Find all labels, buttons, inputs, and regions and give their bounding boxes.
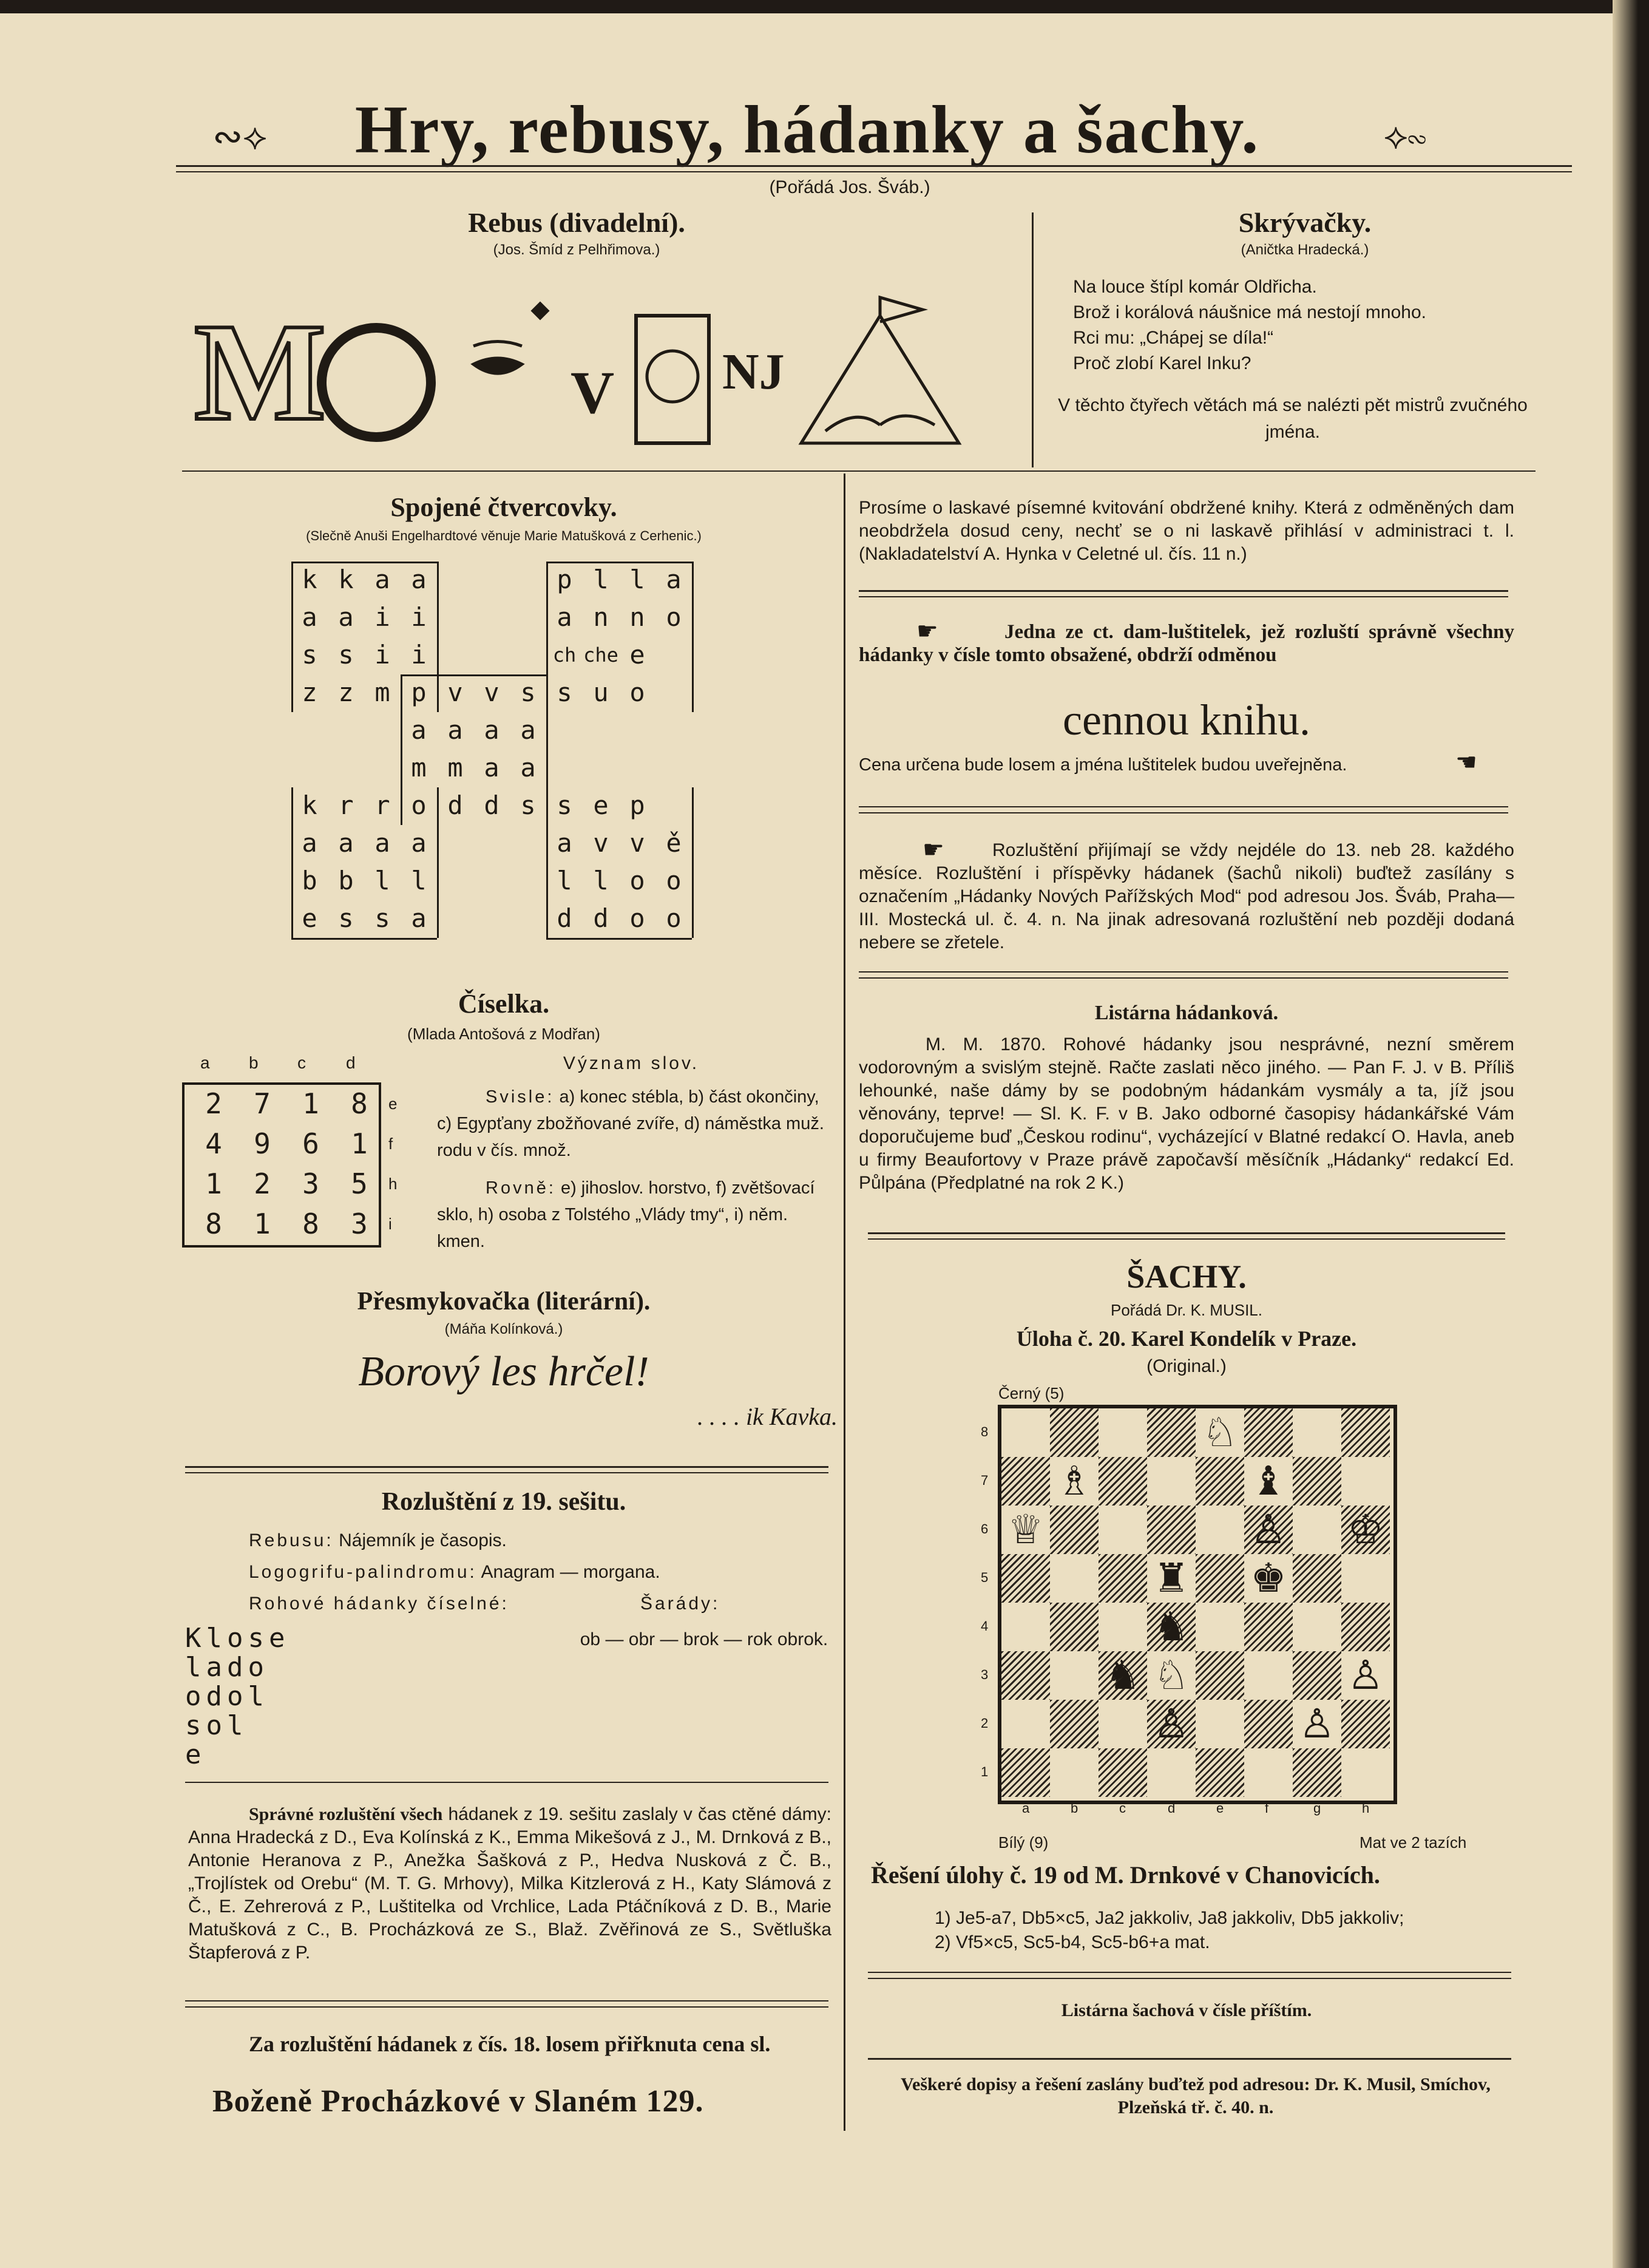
spojene-cell: i xyxy=(374,640,390,670)
rozlusteni-rule xyxy=(185,1466,828,1468)
chess-square xyxy=(1050,1651,1099,1700)
chess-piece: ♘ xyxy=(1202,1409,1238,1456)
spojene-grid-line xyxy=(437,787,439,938)
skryvacky-line: Na louce štípl komár Oldřicha. xyxy=(1073,277,1317,297)
ciselka-row-label: e xyxy=(388,1095,398,1113)
chess-rank-label: 2 xyxy=(981,1716,989,1731)
chess-square xyxy=(1001,1700,1050,1748)
chess-square xyxy=(1293,1506,1341,1554)
spojene-cell: a xyxy=(411,828,427,858)
chess-rank-label: 7 xyxy=(981,1473,989,1488)
ciselka-col-label: b xyxy=(249,1053,259,1072)
spojene-cell: a xyxy=(411,565,427,594)
spojene-cell: i xyxy=(411,640,427,670)
spojene-cell: k xyxy=(338,565,354,594)
chess-square xyxy=(1244,1748,1293,1797)
spojene-cell: s xyxy=(557,677,572,707)
chess-file-label: e xyxy=(1216,1801,1224,1816)
chess-title: ŠACHY. xyxy=(1126,1258,1247,1295)
rozlusteni-rebus xyxy=(249,1529,825,1553)
chess-square xyxy=(1196,1603,1244,1651)
spojene-cell: a xyxy=(520,715,536,745)
spojene-cell: a xyxy=(374,828,390,858)
notice-cennou: cennou knihu. xyxy=(1063,696,1310,744)
skryvacky-line: Brož i korálová náušnice má nestojí mnoho. xyxy=(1073,302,1426,322)
chess-square xyxy=(1293,1748,1341,1797)
spojene-cell: che xyxy=(583,643,618,667)
chess-piece: ♙ xyxy=(1153,1700,1190,1747)
chess-square xyxy=(1244,1700,1293,1748)
chess-square xyxy=(1099,1748,1147,1797)
spojene-grid-line xyxy=(546,787,548,938)
spojene-grid-line xyxy=(546,938,692,940)
ornament-right-icon: ⟡∾ xyxy=(1384,116,1426,156)
spojene-grid-line xyxy=(692,787,694,938)
ciselka-rovne-text: e) jihoslov. horstvo, f) zvětšovací sklo, h) osoba z Tolstého „Vlády tmy“, i) něm. kmen. xyxy=(437,1178,815,1251)
chess-piece: ♙ xyxy=(1347,1652,1384,1699)
spojene-cell: a xyxy=(411,903,427,933)
chess-square xyxy=(1050,1408,1099,1457)
prize-rule xyxy=(185,2000,828,2001)
spojene-cell: m xyxy=(447,753,463,783)
ciselka-digit: 2 xyxy=(254,1167,271,1200)
page-top-edge xyxy=(0,0,1649,13)
skryvacky-author: (Aničtka Hradecká.) xyxy=(1241,242,1369,258)
ciselka-digit: 4 xyxy=(205,1127,222,1160)
prize-line: Za rozluštění hádanek z čís. 18. losem přiřknuta cena sl. xyxy=(249,2032,771,2056)
spojene-cell: o xyxy=(666,866,682,895)
spojene-cell: l xyxy=(593,565,609,594)
spojene-grid-line xyxy=(401,674,546,676)
ciselka-row-label: f xyxy=(388,1135,393,1153)
spojene-cell: a xyxy=(557,828,572,858)
ciselka-digit: 8 xyxy=(302,1207,319,1240)
chess-white-label: Bílý (9) xyxy=(998,1833,1049,1852)
chess-square xyxy=(1196,1651,1244,1700)
chess-square xyxy=(1244,1651,1293,1700)
chess-square xyxy=(1147,1506,1196,1554)
chess-square xyxy=(1244,1408,1293,1457)
chess-square xyxy=(1244,1603,1293,1651)
skryvacky-note: V těchto čtyřech větách má se nalézti pět mistrů zvučného jména. xyxy=(1058,395,1528,442)
chess-piece: ♞ xyxy=(1105,1652,1141,1699)
spojene-cell: d xyxy=(593,903,609,933)
notice-rule-2 xyxy=(859,806,1508,807)
chess-solution-rule-2 xyxy=(868,1978,1511,1979)
spojene-cell: e xyxy=(302,903,317,933)
spojene-cell: o xyxy=(629,866,645,895)
ciselka-grid xyxy=(182,1053,425,1272)
prize-rule-2 xyxy=(185,2006,828,2008)
spojene-cell: s xyxy=(338,903,354,933)
spojene-grid-line xyxy=(291,938,437,940)
rozlusteni-rule-2 xyxy=(185,1472,828,1473)
rozlusteni-title: Rozluštění z 19. sešitu. xyxy=(381,1488,626,1516)
chess-file-label: a xyxy=(1022,1801,1030,1816)
chess-piece: ♘ xyxy=(1153,1652,1190,1699)
spojene-cell: l xyxy=(411,866,427,895)
ciselka-digit: 3 xyxy=(302,1167,319,1200)
chess-square xyxy=(1050,1554,1099,1603)
spojene-grid-line xyxy=(291,562,293,712)
prize-winner: Boženě Procházkové v Slaném 129. xyxy=(212,2084,704,2119)
spojene-cell: v xyxy=(484,677,499,707)
chess-file-label: g xyxy=(1313,1801,1321,1816)
spojene-cell: o xyxy=(629,903,645,933)
chess-square xyxy=(1099,1408,1147,1457)
spojene-cell: o xyxy=(666,602,682,632)
chess-square xyxy=(1341,1408,1390,1457)
chess-square xyxy=(1099,1700,1147,1748)
chess-rank-label: 1 xyxy=(981,1764,989,1779)
spojene-cell: s xyxy=(520,790,536,820)
skryvacky-title: Skrývačky. xyxy=(1238,207,1372,238)
spojene-cell: s xyxy=(557,790,572,820)
chess-black-label: Černý (5) xyxy=(998,1384,1065,1402)
spojene-cell: b xyxy=(302,866,317,895)
pointing-hand-left-icon: ☚ xyxy=(1455,749,1477,776)
pointing-hand-icon: ☛ xyxy=(916,617,938,645)
spravne-body: hádanek z 19. sešitu zaslaly v čas ctěné dámy: Anna Hradecká z D., Eva Kolínská z K., Emma Mikešová z J., M. Drnková z B., Antonie Heranova z P., Anežka Šašková z P., Hedva Nusková z Č. B., „Trojlístek od Orebu“ (M. T. G. Mrhovy), Milka Kitzlerová z H., Katy Slámová z Č., E. Zehrerová z P., Luštitelka od Vrchlice, Lada Ptáčníková z D. B., Marie Matušková z C., B. Procházková ze S., Blaž. Zvěřinová ze S., Světluška Štapferová z P. xyxy=(188,1804,832,1963)
chess-address: Veškeré dopisy a řešení zaslány buďtež pod adresou: Dr. K. Musil, Smíchov, Plzeňská tř. č. 40. n. xyxy=(901,2074,1491,2117)
chess-file-label: f xyxy=(1265,1801,1269,1816)
spojene-cell: n xyxy=(593,602,609,632)
chess-rank-label: 3 xyxy=(981,1667,989,1682)
presmykovacka-author: (Máňa Kolínková.) xyxy=(444,1321,563,1337)
spojene-cell: l xyxy=(557,866,572,895)
rozlusteni-logogrif xyxy=(249,1560,825,1584)
rozlusteni-grid xyxy=(185,1624,290,1770)
rozlusteni-logogrif-text: Anagram — morgana. xyxy=(481,1562,660,1582)
chess-piece: ♙ xyxy=(1299,1700,1335,1747)
spojene-cell: d xyxy=(447,790,463,820)
pointing-hand-icon-2: ☛ xyxy=(923,836,944,863)
ciselka-author: (Mlada Antošová z Modřan) xyxy=(407,1025,600,1043)
chess-square xyxy=(1341,1457,1390,1506)
organizer-credit: (Pořádá Jos. Šváb.) xyxy=(769,177,930,197)
spojene-cell: s xyxy=(520,677,536,707)
rozlusteni-grid-line: Klose xyxy=(185,1623,290,1654)
spojene-cell: e xyxy=(629,640,645,670)
svg-text:V: V xyxy=(571,359,615,426)
rozlusteni-logogrif-label: Logogrifu-palindromu: xyxy=(249,1562,477,1582)
ciselka-digit: 2 xyxy=(205,1087,222,1120)
chess-square xyxy=(1001,1408,1050,1457)
chess-square xyxy=(1341,1554,1390,1603)
skryvacky-line: Rci mu: „Chápej se díla!“ xyxy=(1073,328,1274,348)
ciselka-digit: 3 xyxy=(351,1207,368,1240)
listarna-title: Listárna hádanková. xyxy=(1094,1002,1279,1024)
ciselka-digit: 5 xyxy=(351,1167,368,1200)
rozlusteni-grid-line: sol xyxy=(185,1710,248,1741)
chess-solution xyxy=(935,1906,1517,1955)
spojene-cell: a xyxy=(484,715,499,745)
ciselka-row-label: i xyxy=(388,1215,392,1233)
chess-piece: ♗ xyxy=(1056,1458,1092,1504)
header-rule xyxy=(176,165,1572,167)
spojene-cell: r xyxy=(338,790,354,820)
section-rule-top xyxy=(182,470,1536,472)
notice-kvitovani: Prosíme o laskavé písemné kvitování obdržené knihy. Která z odměněných dam neobdržela dosud ceny, nechť se o ni laskavě přihlásí v administraci t. l. (Nakladatelství A. Hynka v Celetné ul. čís. 11 n.) xyxy=(859,498,1514,564)
skryvacky-line: Proč zlobí Karel Inku? xyxy=(1073,353,1251,373)
spravne-text xyxy=(188,1803,831,1964)
spojene-cell: z xyxy=(302,677,317,707)
chess-square xyxy=(1293,1603,1341,1651)
page-title: Hry, rebusy, hádanky a šachy. xyxy=(354,92,1260,168)
spojene-title: Spojené čtvercovky. xyxy=(390,492,617,522)
ciselka-digit: 1 xyxy=(302,1087,319,1120)
chess-mate-label: Mat ve 2 tazích xyxy=(1359,1833,1467,1852)
spojene-cell: l xyxy=(629,565,645,594)
ciselka-digit: 9 xyxy=(254,1127,271,1160)
svg-text:M: M xyxy=(194,294,327,449)
spojene-grid-line xyxy=(437,562,439,712)
chess-rule-2 xyxy=(868,1238,1505,1240)
chess-piece: ♝ xyxy=(1250,1458,1287,1504)
spojene-cell: i xyxy=(411,602,427,632)
spojene-cell: p xyxy=(629,790,645,820)
presmykovacka-text: Borový les hrčel! xyxy=(358,1348,649,1395)
spojene-cell: p xyxy=(411,677,427,707)
listarna-text: M. M. 1870. Rohové hádanky jsou nesprávné, nezní směrem vodorovným a svislým stejně. Račte zaslati něco jiného. — Pan F. J. v B. Příliš lehounké, naše dámy by se podobným hádankám vysmály a ta, jíž jsou věnovány, teprve! — Sl. K. F. v B. Jako odborné časopisy hádankářské Vám doporučujeme buď „Českou rodinu“, vycházející v Blatné redakcí O. Havla, aneb u firmy Beaufortovy v Praze právě započavší měsíčník „Hádanky“ redakcí Ed. Půlpána (Předplatné na rok 2 K.) xyxy=(859,1034,1514,1193)
rozlusteni-rebus-text: Nájemník je časopis. xyxy=(339,1530,507,1550)
ciselka-digit: 1 xyxy=(254,1207,271,1240)
chess-piece: ♔ xyxy=(1347,1506,1384,1553)
spojene-cell: k xyxy=(302,565,317,594)
chess-square xyxy=(1196,1700,1244,1748)
spojene-cell: r xyxy=(374,790,390,820)
chess-square xyxy=(1147,1748,1196,1797)
spojene-cell: m xyxy=(374,677,390,707)
chess-file-label: b xyxy=(1071,1801,1078,1816)
spojene-cell: l xyxy=(593,866,609,895)
chess-square xyxy=(1293,1457,1341,1506)
spravne-lead: Správné rozluštění všech xyxy=(249,1804,443,1824)
ciselka-digit: 1 xyxy=(205,1167,222,1200)
spojene-grid-line xyxy=(546,562,692,563)
ciselka-row-label: h xyxy=(388,1175,398,1193)
header-rule-2 xyxy=(176,171,1572,172)
chess-original: (Original.) xyxy=(1146,1356,1227,1376)
svg-text:NJ: NJ xyxy=(722,344,785,400)
spravne-rule xyxy=(185,1782,828,1783)
rebus-divider xyxy=(1032,212,1034,467)
skryvacky-lines xyxy=(1073,274,1534,376)
spojene-cell: p xyxy=(557,565,572,594)
chess-solution-line-1: 1) Je5-a7, Db5×c5, Ja2 jakkoliv, Ja8 jakkoliv, Db5 jakkoliv; xyxy=(935,1908,1404,1928)
notice-jedna: Jedna ze ct. dam-luštitelek, jež rozluští správně všechny hádanky v čísle tomto obsažené, obdrží odměnou xyxy=(859,621,1514,666)
spojene-cell: a xyxy=(520,753,536,783)
spojene-cell: s xyxy=(374,903,390,933)
spojene-cell: a xyxy=(666,565,682,594)
rozlusteni-grid-line: odol xyxy=(185,1681,269,1712)
rebus-author: (Jos. Šmíd z Pelhřimova.) xyxy=(493,242,660,258)
spojene-cell: a xyxy=(557,602,572,632)
spojene-cell: o xyxy=(411,790,427,820)
ciselka-svisle xyxy=(437,1084,831,1164)
chess-square xyxy=(1196,1457,1244,1506)
spojene-cell: o xyxy=(629,677,645,707)
chess-square xyxy=(1099,1554,1147,1603)
chess-square xyxy=(1050,1748,1099,1797)
chess-square xyxy=(1099,1457,1147,1506)
chess-square xyxy=(1099,1603,1147,1651)
ornament-left-icon: ∾⟡ xyxy=(212,117,267,157)
chess-square xyxy=(1050,1506,1099,1554)
chess-piece: ♚ xyxy=(1250,1555,1287,1601)
spojene-cell: a xyxy=(484,753,499,783)
chess-square xyxy=(1147,1408,1196,1457)
chess-square xyxy=(1293,1408,1341,1457)
chess-square xyxy=(1293,1554,1341,1603)
spojene-cell: s xyxy=(338,640,354,670)
ciselka-col-label: c xyxy=(297,1053,306,1072)
rozlusteni-rohove-label: Rohové hádanky číselné: xyxy=(249,1594,509,1614)
chess-piece: ♙ xyxy=(1250,1506,1287,1553)
spojene-cell: ě xyxy=(666,828,682,858)
chess-solution-rule xyxy=(868,1972,1511,1973)
notice-rule-1 xyxy=(859,590,1508,592)
spojene-cell: v xyxy=(593,828,609,858)
ciselka-svisle-text: a) konec stébla, b) část okončiny, c) Egypťany zbožňované zvíře, d) náměstka muž. rodu v čís. množ. xyxy=(437,1087,824,1160)
ciselka-digit: 1 xyxy=(351,1127,368,1160)
spojene-cell: o xyxy=(666,903,682,933)
chess-square xyxy=(1196,1506,1244,1554)
spojene-cell: d xyxy=(557,903,572,933)
spojene-cell: m xyxy=(411,753,427,783)
ciselka-digit: 7 xyxy=(254,1087,271,1120)
column-divider xyxy=(844,474,845,2131)
spojene-grid-line xyxy=(291,562,437,563)
spojene-grid-line xyxy=(692,562,694,712)
rozlusteni-sarady: ob — obr — brok — rok obrok. xyxy=(580,1629,828,1649)
chess-file-label: d xyxy=(1168,1801,1176,1816)
ciselka-svisle-label: Svisle: xyxy=(486,1087,555,1107)
chess-piece: ♞ xyxy=(1153,1603,1190,1650)
spojene-cell: n xyxy=(629,602,645,632)
rebus-title: Rebus (divadelní). xyxy=(468,207,685,238)
chess-square xyxy=(1001,1748,1050,1797)
chess-rank-label: 4 xyxy=(981,1618,989,1634)
ciselka-rovne-label: Rovně: xyxy=(486,1178,556,1198)
rebus-picture xyxy=(182,285,1007,455)
chess-file-label: c xyxy=(1119,1801,1126,1816)
chess-square xyxy=(1196,1554,1244,1603)
chess-solution-title: Řešení úlohy č. 19 od M. Drnkové v Chanovicích. xyxy=(871,1861,1380,1889)
spojene-cell: l xyxy=(374,866,390,895)
ciselka-digit: 8 xyxy=(205,1207,222,1240)
ciselka-col-label: d xyxy=(346,1053,356,1072)
chess-board xyxy=(981,1402,1402,1827)
spojene-cell: a xyxy=(302,828,317,858)
chess-square xyxy=(1293,1651,1341,1700)
spojene-cell: k xyxy=(302,790,317,820)
chess-rank-label: 8 xyxy=(981,1424,989,1439)
spojene-cell: s xyxy=(302,640,317,670)
notice-rule-2b xyxy=(859,812,1508,813)
spojene-cell: z xyxy=(338,677,354,707)
chess-problem: Úloha č. 20. Karel Kondelík v Praze. xyxy=(1016,1326,1357,1351)
spojene-cell: a xyxy=(411,715,427,745)
ciselka-digit: 8 xyxy=(351,1087,368,1120)
presmykovacka-title: Přesmykovačka (literární). xyxy=(357,1288,651,1316)
spojene-cell: a xyxy=(338,602,354,632)
chess-square xyxy=(1341,1700,1390,1748)
chess-square xyxy=(1341,1748,1390,1797)
chess-piece: ♕ xyxy=(1007,1506,1044,1553)
spojene-grid-line xyxy=(291,787,293,938)
chess-file-label: h xyxy=(1362,1801,1370,1816)
chess-listarna: Listárna šachová v čísle příštím. xyxy=(1061,2000,1312,2020)
page-right-edge xyxy=(1613,0,1649,2268)
notice-rule-3b xyxy=(859,977,1508,979)
chess-rank-label: 6 xyxy=(981,1521,989,1536)
rozlusteni-rebus-label: Rebusu: xyxy=(249,1530,334,1550)
spojene-cell: i xyxy=(374,602,390,632)
spojene-cell: v xyxy=(629,828,645,858)
ciselka-meaning-title: Význam slov. xyxy=(563,1053,700,1073)
chess-square xyxy=(1147,1457,1196,1506)
spojene-author: (Slečně Anuši Engelhardtové věnuje Marie Matušková z Cerhenic.) xyxy=(306,528,702,543)
chess-solution-line-2: 2) Vf5×c5, Sc5-b4, Sc5-b6+a mat. xyxy=(935,1932,1210,1952)
chess-square xyxy=(1099,1506,1147,1554)
notice-cena-urcena: Cena určena bude losem a jména luštitelek budou uveřejněna. xyxy=(859,755,1347,775)
chess-organizer: Pořádá Dr. K. MUSIL. xyxy=(1111,1301,1262,1319)
ciselka-digit: 6 xyxy=(302,1127,319,1160)
spojene-cell: ch xyxy=(552,643,577,667)
notice-prijimaji: Rozluštění přijímají se vždy nejdéle do 13. neb 28. každého měsíce. Rozluštění i příspěvky hádanek (šachů nikoli) buďtež zasílány s označením „Hádanky Nových Pařížských Mod“ pod adresou Jos. Šváb, Praha—III. Mostecká ul. č. 4. n. Na jinak adresovaná rozluštění neb později dodaná nebere se zřetele. xyxy=(859,840,1514,952)
notice-rule-1b xyxy=(859,596,1508,597)
address-rule xyxy=(868,2058,1511,2060)
spojene-cell: a xyxy=(374,565,390,594)
notice-rule-3 xyxy=(859,971,1508,973)
chess-square xyxy=(1001,1457,1050,1506)
chess-square xyxy=(1001,1651,1050,1700)
chess-square xyxy=(1001,1554,1050,1603)
ciselka-col-label: a xyxy=(200,1053,210,1072)
rozlusteni-grid-line: e xyxy=(185,1739,206,1770)
chess-piece: ♜ xyxy=(1153,1555,1190,1601)
spojene-cell: d xyxy=(484,790,499,820)
spojene-cell: a xyxy=(338,828,354,858)
chess-square xyxy=(1001,1603,1050,1651)
ciselka-rovne xyxy=(437,1175,831,1255)
spojene-grid-line xyxy=(401,674,402,825)
chess-rule xyxy=(868,1232,1505,1234)
chess-rank-label: 5 xyxy=(981,1570,989,1585)
chess-square xyxy=(1196,1748,1244,1797)
spojene-cell: e xyxy=(593,790,609,820)
spojene-grid xyxy=(291,562,728,962)
presmykovacka-signature: . . . . ik Kavka. xyxy=(697,1403,838,1430)
spojene-cell: a xyxy=(302,602,317,632)
rozlusteni-sarady-label: Šarády: xyxy=(640,1594,720,1614)
rozlusteni-grid-line: lado xyxy=(185,1652,269,1683)
ciselka-title: Číselka. xyxy=(458,989,550,1019)
spojene-cell: u xyxy=(593,677,609,707)
chess-square xyxy=(1341,1603,1390,1651)
spojene-cell: a xyxy=(447,715,463,745)
spojene-cell: v xyxy=(447,677,463,707)
chess-square xyxy=(1050,1700,1099,1748)
spojene-cell: b xyxy=(338,866,354,895)
chess-square xyxy=(1050,1603,1099,1651)
